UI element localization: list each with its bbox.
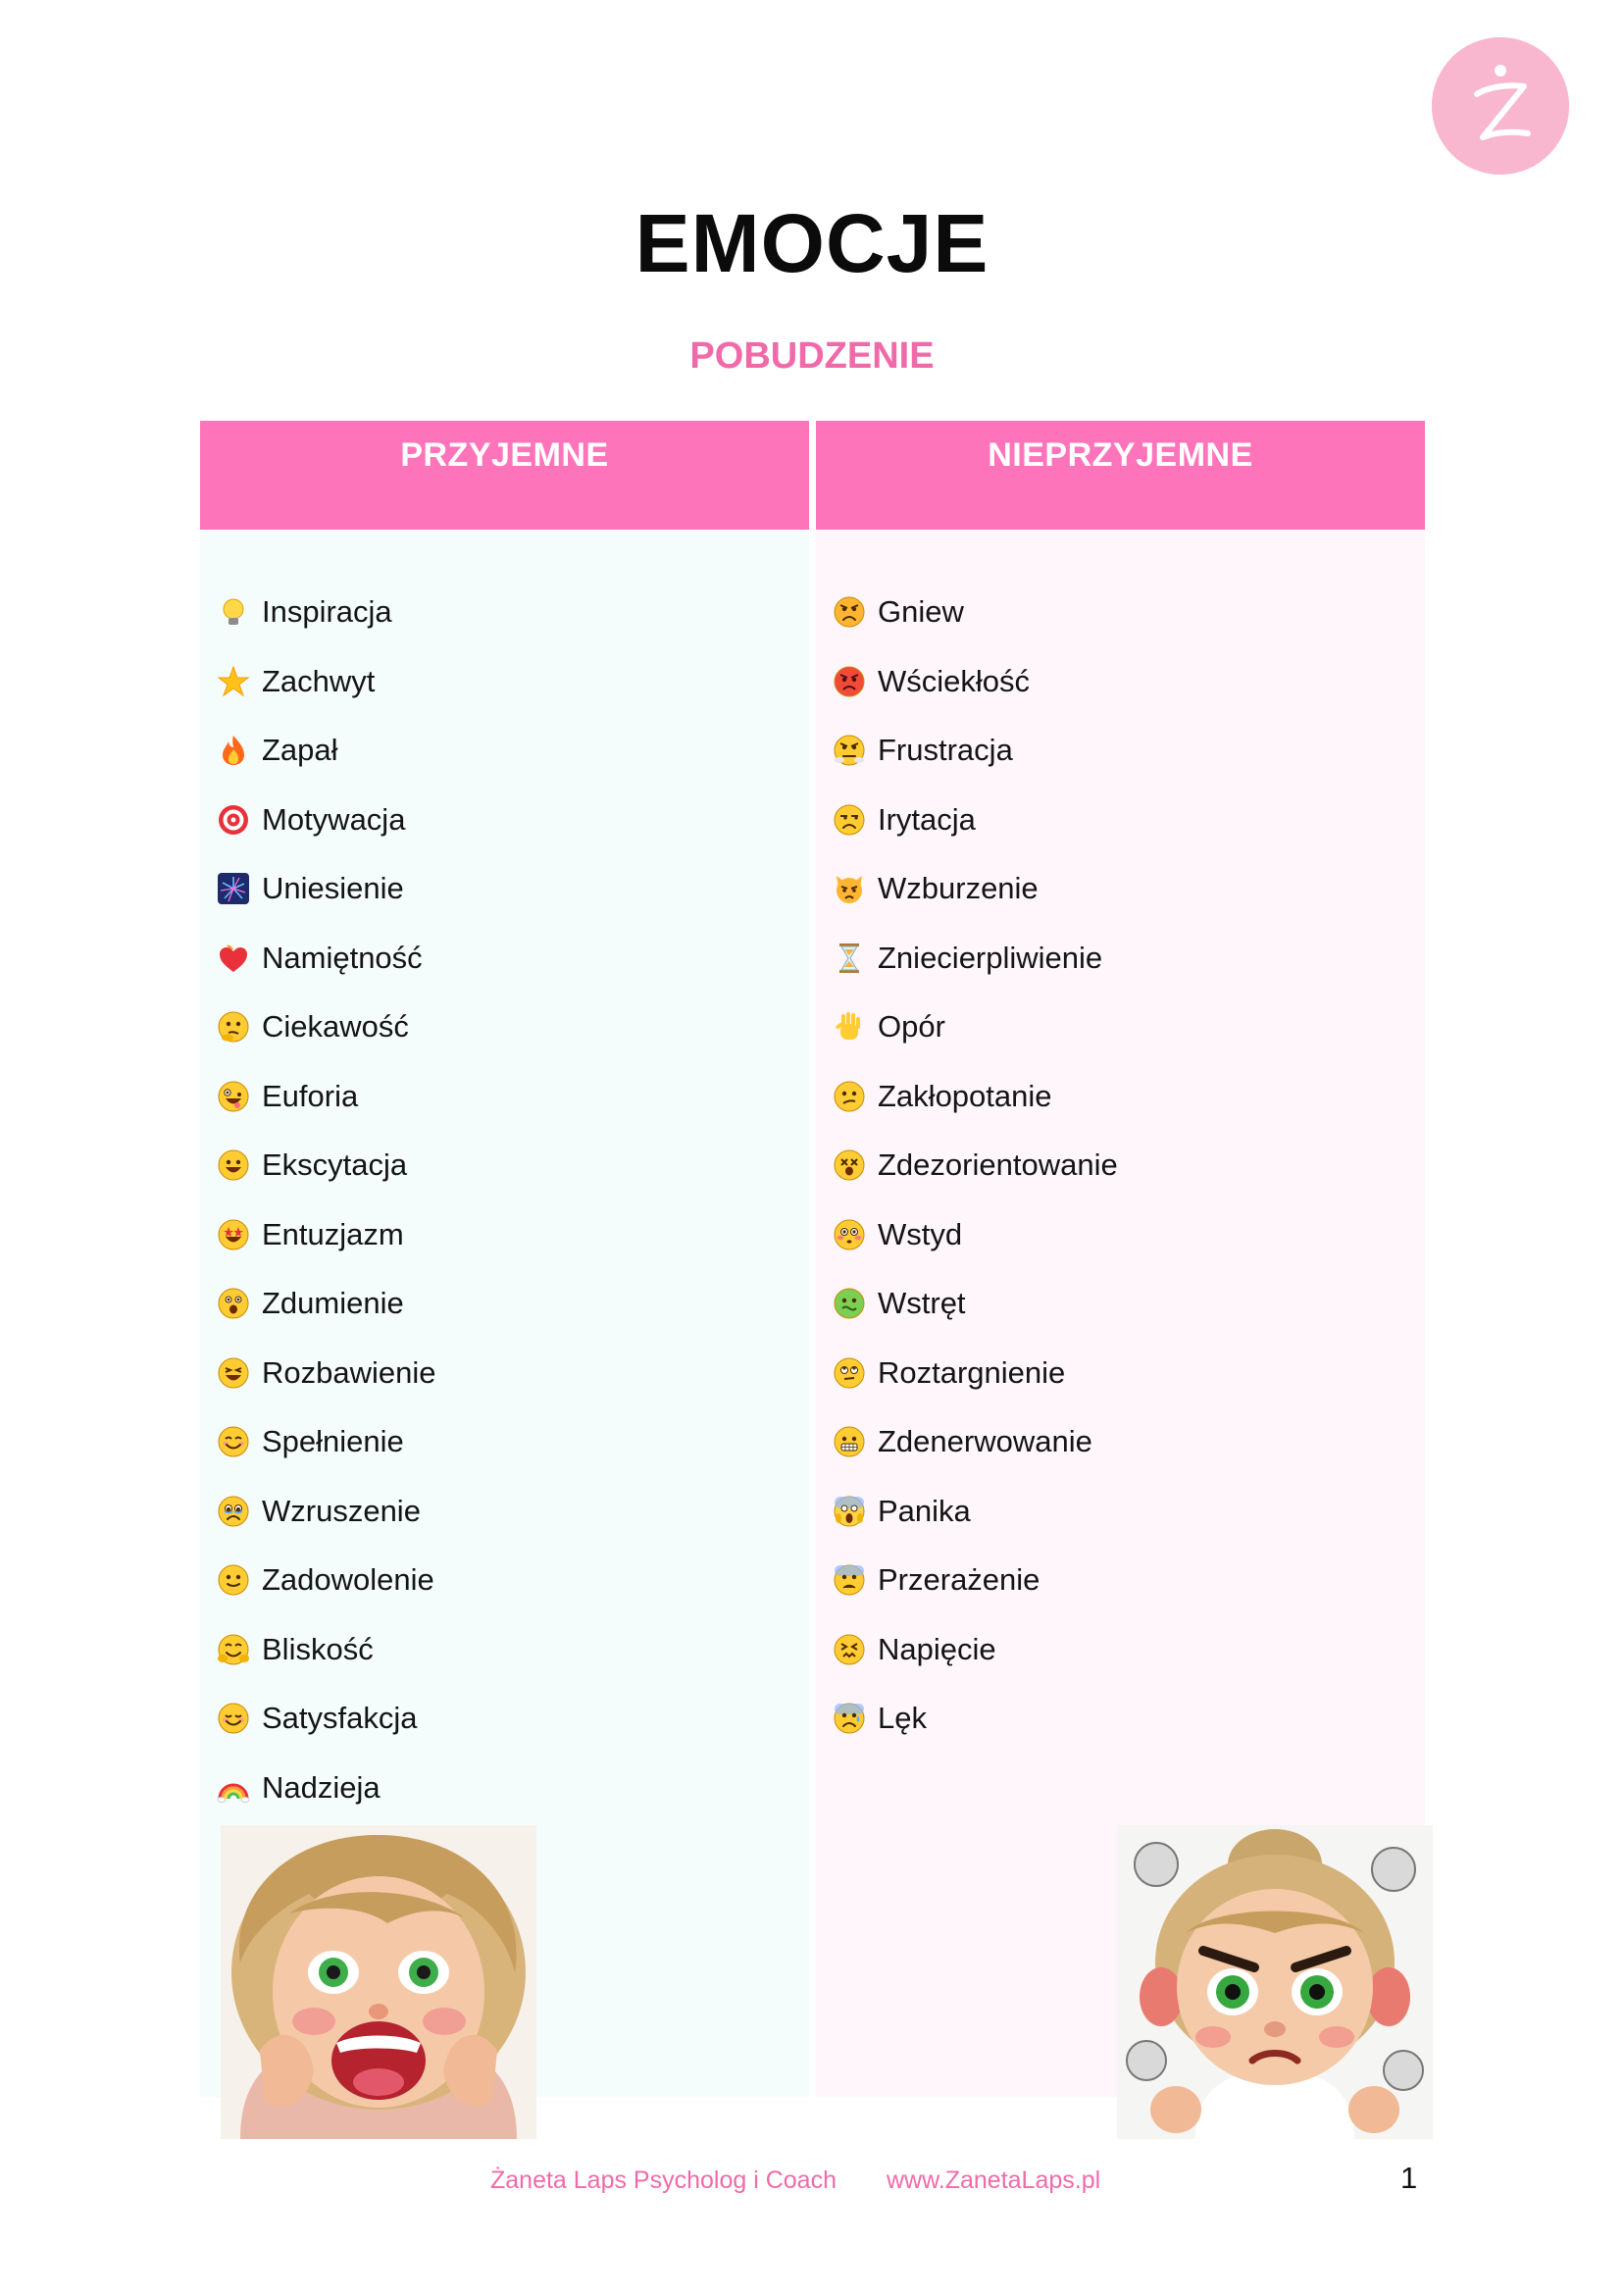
raised-hand-icon: [830, 1007, 869, 1046]
rainbow-icon: [214, 1768, 253, 1808]
relieved-face-icon: [214, 1699, 253, 1738]
emotion-label: Wstręt: [878, 1286, 966, 1321]
emotion-label: Zniecierpliwienie: [878, 940, 1103, 975]
emotion-item: [830, 1407, 1118, 1477]
emotion-label: Ekscytacja: [262, 1147, 408, 1183]
emotion-label: Zdumienie: [262, 1286, 404, 1321]
emotion-item: [830, 1062, 1118, 1132]
emotion-item: [214, 1684, 436, 1754]
unamused-face-icon: [830, 800, 869, 840]
emotion-label: Wzburzenie: [878, 871, 1039, 906]
emotion-label: Uniesienie: [262, 871, 404, 906]
emotion-label: Spełnienie: [262, 1424, 404, 1459]
emotion-label: Inspiracja: [262, 594, 392, 630]
emotion-label: Zdenerwowanie: [878, 1424, 1092, 1459]
emotion-item: [830, 1477, 1118, 1547]
page-number: 1: [1400, 2161, 1418, 2195]
emotion-label: Roztargnienie: [878, 1354, 1066, 1390]
emotion-label: Zachwyt: [262, 663, 376, 698]
pleasant-header: PRZYJEMNE: [200, 421, 809, 530]
emotion-label: Rozbawienie: [262, 1354, 436, 1390]
emotion-item: [214, 647, 436, 717]
fearful-face-icon: [830, 1560, 869, 1600]
zany-face-icon: [214, 1077, 253, 1116]
pleasant-list: [214, 578, 436, 1822]
fire-icon: [214, 731, 253, 770]
hourglass-icon: [830, 939, 869, 978]
emotion-item: [214, 1407, 436, 1477]
emotion-item: [830, 1131, 1118, 1200]
emotion-item: [830, 1200, 1118, 1270]
emotion-item: [214, 993, 436, 1062]
emotion-item: [214, 578, 436, 647]
emotion-label: Satysfakcja: [262, 1701, 418, 1736]
emotion-item: [214, 1131, 436, 1200]
confused-face-icon: [830, 1077, 869, 1116]
target-icon: [214, 800, 253, 840]
hugging-face-icon: [214, 1630, 253, 1669]
enraged-face-icon: [830, 662, 869, 701]
page-title: EMOCJE: [634, 197, 990, 289]
footer-website-link[interactable]: www.ZanetaLaps.pl: [887, 2167, 1101, 2194]
emotion-item: [830, 647, 1118, 717]
emotion-label: Frustracja: [878, 733, 1013, 768]
emotion-item: [830, 786, 1118, 855]
emotion-label: Zakłopotanie: [878, 1078, 1052, 1113]
emotion-item: [214, 1200, 436, 1270]
angry-face-icon: [830, 592, 869, 632]
logo-z-icon: [1432, 37, 1569, 175]
emotion-item: [214, 854, 436, 924]
thinking-face-icon: [214, 1007, 253, 1046]
emotion-item: [830, 854, 1118, 924]
emotion-label: Irytacja: [878, 801, 976, 837]
emotion-label: Nadzieja: [262, 1769, 381, 1805]
emotion-label: Euforia: [262, 1078, 359, 1113]
anxious-face-icon: [830, 1699, 869, 1738]
emotion-label: Przerażenie: [878, 1562, 1040, 1598]
emotion-label: Wzruszenie: [262, 1493, 421, 1528]
emotion-label: Opór: [878, 1009, 945, 1045]
face-with-rolling-eyes-icon: [830, 1353, 869, 1393]
emotion-item: [214, 924, 436, 994]
dizzy-face-icon: [830, 1146, 869, 1185]
emotion-item: [214, 1546, 436, 1615]
emotion-item: [214, 1754, 436, 1823]
fireworks-icon: [214, 869, 253, 908]
emotion-item: [830, 1546, 1118, 1615]
flushed-face-icon: [830, 1215, 869, 1254]
emotion-label: Entuzjazm: [262, 1216, 404, 1251]
emotion-item: [830, 1684, 1118, 1754]
heart-on-fire-icon: [214, 939, 253, 978]
persevering-face-icon: [830, 1630, 869, 1669]
footer-author: Żaneta Laps Psycholog i Coach: [490, 2167, 837, 2194]
emotion-item: [214, 786, 436, 855]
emotion-item: [214, 1339, 436, 1408]
smiling-face-icon: [214, 1422, 253, 1461]
emotion-item: [214, 1062, 436, 1132]
slightly-smiling-face-icon: [214, 1560, 253, 1600]
emotion-item: [214, 1615, 436, 1685]
glowing-star-icon: [214, 662, 253, 701]
emotion-label: Panika: [878, 1493, 971, 1528]
emotion-label: Ciekawość: [262, 1009, 409, 1045]
pouting-cat-icon: [830, 869, 869, 908]
emotion-item: [214, 1269, 436, 1339]
logo-badge: [1432, 37, 1569, 175]
emotion-label: Wstyd: [878, 1216, 963, 1251]
emotion-item: [830, 1269, 1118, 1339]
emotion-label: Zapał: [262, 733, 338, 768]
emotion-label: Zadowolenie: [262, 1562, 434, 1598]
emotion-item: [830, 924, 1118, 994]
page-subtitle: POBUDZENIE: [689, 335, 935, 377]
emotion-item: [830, 716, 1118, 786]
emotion-item: [214, 1477, 436, 1547]
emotion-item: [830, 578, 1118, 647]
excited-girl-illustration: [221, 1825, 536, 2139]
emotion-item: [830, 1339, 1118, 1408]
emotion-label: Namiętność: [262, 940, 423, 975]
emotion-label: Motywacja: [262, 801, 406, 837]
screaming-face-icon: [830, 1492, 869, 1531]
grinning-face-icon: [214, 1146, 253, 1185]
unpleasant-header: NIEPRZYJEMNE: [816, 421, 1425, 530]
light-bulb-icon: [214, 592, 253, 632]
emotion-label: Gniew: [878, 594, 964, 630]
emotion-item: [830, 993, 1118, 1062]
emotion-label: Wściekłość: [878, 663, 1031, 698]
steam-from-nose-face-icon: [830, 731, 869, 770]
emotion-label: Napięcie: [878, 1631, 996, 1666]
angry-girl-illustration: [1117, 1825, 1433, 2139]
grinning-squinting-face-icon: [214, 1353, 253, 1393]
astonished-face-icon: [214, 1284, 253, 1323]
grimacing-face-icon: [830, 1422, 869, 1461]
emotion-item: [830, 1615, 1118, 1685]
emotion-label: Lęk: [878, 1701, 927, 1736]
face-holding-back-tears-icon: [214, 1492, 253, 1531]
unpleasant-list: [830, 578, 1118, 1754]
emotion-label: Zdezorientowanie: [878, 1147, 1118, 1183]
emotion-label: Bliskość: [262, 1631, 374, 1666]
emotion-item: [214, 716, 436, 786]
nauseated-face-icon: [830, 1284, 869, 1323]
star-struck-icon: [214, 1215, 253, 1254]
